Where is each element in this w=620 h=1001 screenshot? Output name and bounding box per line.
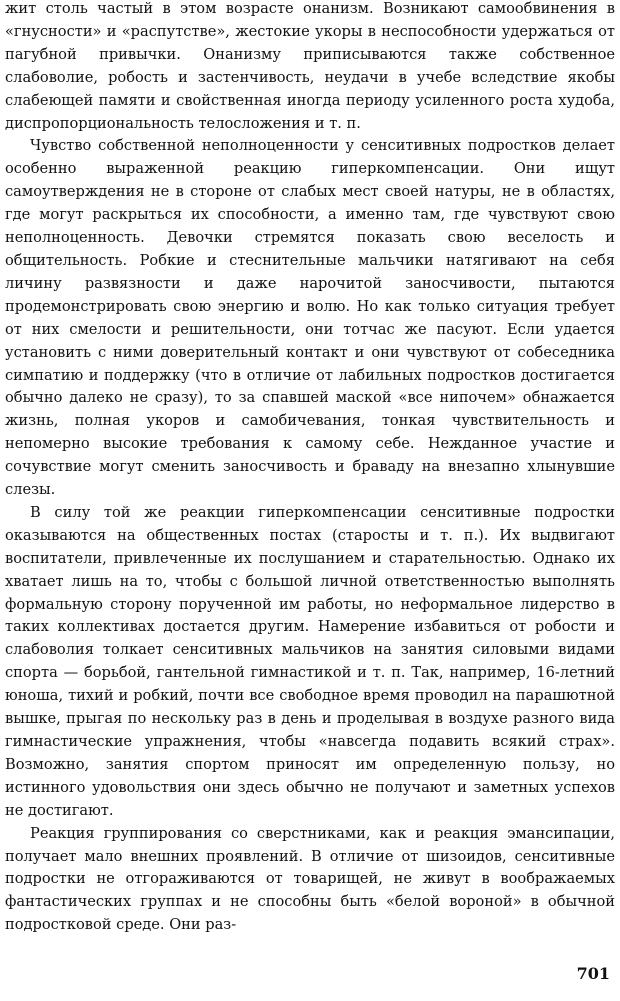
paragraph-continued: жит столь частый в этом возрасте онанизм. Возникают самообвинения в «гнусности» и «распутстве», жестокие укоры в неспособности удержаться от пагубной привычки. Онанизму приписываются также собственное слабоволие, робость и застенчивость, неудачи в учебе вследствие якобы слабеющей памяти и свойственная иногда периоду усиленного роста худоба, диспропорциональность телосложения и т. п. xyxy=(5,0,615,132)
page-number: 701 xyxy=(576,964,610,983)
body-text xyxy=(5,0,615,937)
paragraph: Реакция группирования со сверстниками, как и реакция эмансипации, получает мало внешних проявлений. В отличие от шизоидов, сенситивные подростки не отгораживаются от товарищей, не живут в воображаемых фантастических группах и не способны быть «белой вороной» в обычной подростковой среде. Они раз- xyxy=(5,824,615,934)
paragraph: В силу той же реакции гиперкомпенсации сенситивные подростки оказываются на общественных постах (старосты и т. п.). Их выдвигают воспитатели, привлеченные их послушанием и старательностью. Однако их хватает лишь на то, чтобы с большой личной ответственностью выполнять формальную сторону порученной им работы, но неформальное лидерство в таких коллективах достается другим. Намерение избавиться от робости и слабоволия толкает сенситивных мальчиков на занятия силовыми видами спорта — борьбой, гантельной гимнастикой и т. п. Так, например, 16-летний юноша, тихий и робкий, почти все свободное время проводил на парашютной вышке, прыгая по нескольку раз в день и проделывая в воздухе разного вида гимнастические упражнения, чтобы «навсегда подавить всякий страх». Возможно, занятия спортом приносят им определенную пользу, но истинного удовольствия они здесь обычно не получают и заметных успехов не достигают. xyxy=(5,503,615,819)
paragraph: Чувство собственной неполноценности у сенситивных подростков делает особенно выраженной реакцию гиперкомпенсации. Они ищут самоутверждения не в стороне от слабых мест своей натуры, не в областях, где могут раскрыться их способности, а именно там, где чувствуют свою неполноценность. Девочки стремятся показать свою веселость и общительность. Робкие и стеснительные мальчики натягивают на себя личину развязности и даже нарочитой заносчивости, пытаются продемонстрировать свою энергию и волю. Но как только ситуация требует от них смелости и решительности, они тотчас же пасуют. Если удается установить с ними доверительный контакт и они чувствуют от собеседника симпатию и поддержку (что в отличие от лабильных подростков достигается обычно далеко не сразу), то за спавшей маской «все нипочем» обнажается жизнь, полная укоров и самобичевания, тонкая чувствительность и непомерно высокие требования к самому себе. Нежданное участие и сочувствие могут сменить заносчивость и браваду на внезапно хлынувшие слезы. xyxy=(5,137,615,499)
